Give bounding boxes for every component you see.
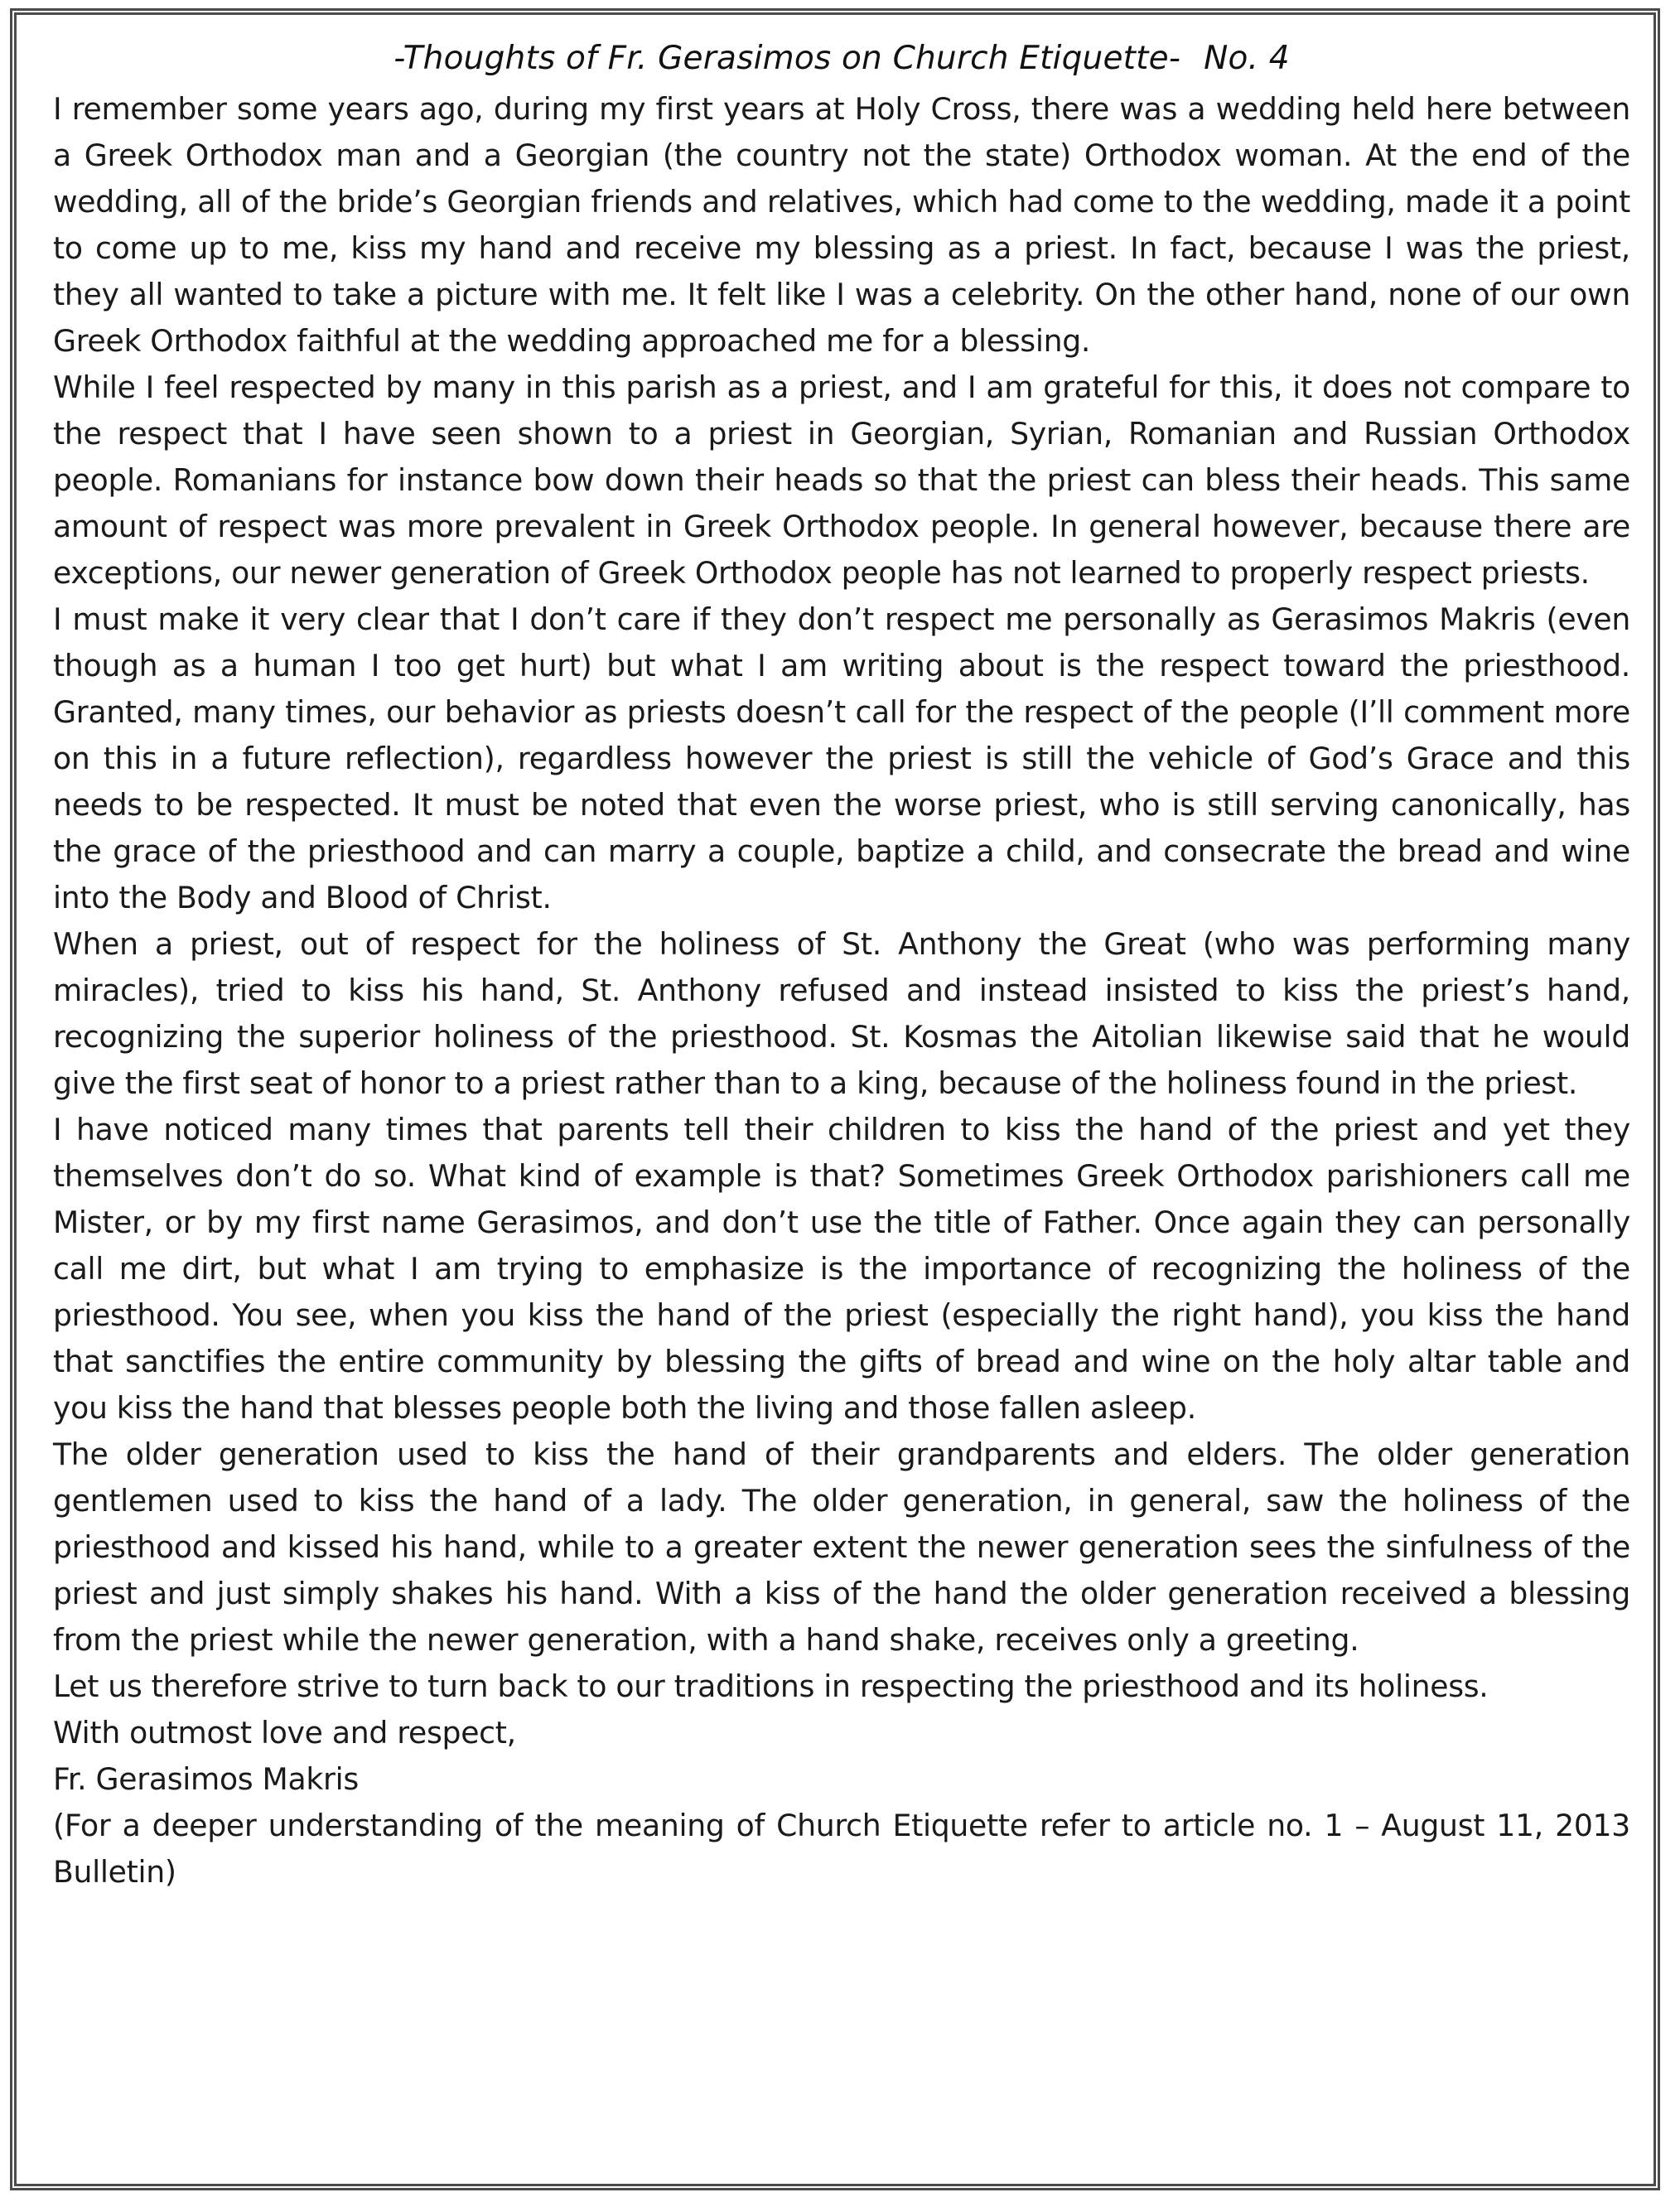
article <box>53 33 1630 1895</box>
paragraph-st-anthony: When a priest, out of respect for the holiness of St. Anthony the Great (who was performing many miracles), tried to kiss his hand, St. Anthony refused and instead insisted to kiss the priest’s hand, recognizing the superior holiness of the priesthood. St. Kosmas the Aitolian likewise said that he would give the first seat of honor to a priest rather than to a king, because of the holiness found in the priest. <box>53 926 1630 1101</box>
paragraph-respect: While I feel respected by many in this parish as a priest, and I am grateful for this, it does not compare to the respect that I have seen shown to a priest in Georgian, Syrian, Romanian and Russian Orthodox people. Romanians for instance bow down their heads so that the priest can bless their heads. This same amount of respect was more prevalent in Greek Orthodox people. In general however, because there are exceptions, our newer generation of Greek Orthodox people has not learned to properly respect priests. <box>53 369 1630 591</box>
title-text: -Thoughts of Fr. Gerasimos on Church Etiquette- <box>393 40 1181 77</box>
article-title <box>53 33 1630 85</box>
footnote: (For a deeper understanding of the meaning of Church Etiquette refer to article no. 1 – August 11, 2013 Bulletin) <box>53 1808 1630 1890</box>
paragraph-exhortation: Let us therefore strive to turn back to our traditions in respecting the priesthood and its holiness. <box>53 1668 1489 1704</box>
paragraph-wedding: I remember some years ago, during my first years at Holy Cross, there was a wedding held here between a Greek Orthodox man and a Georgian (the country not the state) Orthodox woman. At the end of the wedding, all of the bride’s Georgian friends and relatives, which had come to the wedding, made it a point to come up to me, kiss my hand and receive my blessing as a priest. In fact, because I was the priest, they all wanted to take a picture with me. It felt like I was a celebrity. On the other hand, none of our own Greek Orthodox faithful at the wedding approached me for a blessing. <box>53 91 1630 359</box>
paragraph-older-generation: The older generation used to kiss the hand of their grandparents and elders. The older generation gentlemen used to kiss the hand of a lady. The older generation, in general, saw the holiness of the priesthood and kissed his hand, while to a greater extent the newer generation sees the sinfulness of the priest and just simply shakes his hand. With a kiss of the hand the older generation received a blessing from the priest while the newer generation, with a hand shake, receives only a greeting. <box>53 1437 1630 1658</box>
page-border <box>10 8 1660 2190</box>
issue-number: No. 4 <box>1204 40 1290 77</box>
paragraph-parents: I have noticed many times that parents tell their children to kiss the hand of the priest and yet they themselves don’t do so. What kind of example is that? Sometimes Greek Orthodox parishioners call me Mister, or by my first name Gerasimos, and don’t use the title of Father. Once again they can personally call me dirt, but what I am trying to emphasize is the importance of recognizing the holiness of the priesthood. You see, when you kiss the hand of the priest (especially the right hand), you kiss the hand that sanctifies the entire community by blessing the gifts of bread and wine on the holy altar table and you kiss the hand that blesses people both the living and those fallen asleep. <box>53 1112 1630 1426</box>
paragraph-priesthood: I must make it very clear that I don’t care if they don’t respect me personally as Gerasimos Makris (even though as a human I too get hurt) but what I am writing about is the respect toward the priesthood. Granted, many times, our behavior as priests doesn’t call for the respect of the people (I’ll comment more on this in a future reflection), regardless however the priest is still the vehicle of God’s Grace and this needs to be respected. It must be noted that even the worse priest, who is still serving canonically, has the grace of the priesthood and can marry a couple, baptize a child, and consecrate the bread and wine into the Body and Blood of Christ. <box>53 601 1630 915</box>
signature: Fr. Gerasimos Makris <box>53 1761 359 1797</box>
salutation: With outmost love and respect, <box>53 1715 516 1750</box>
article-body <box>53 86 1630 1895</box>
